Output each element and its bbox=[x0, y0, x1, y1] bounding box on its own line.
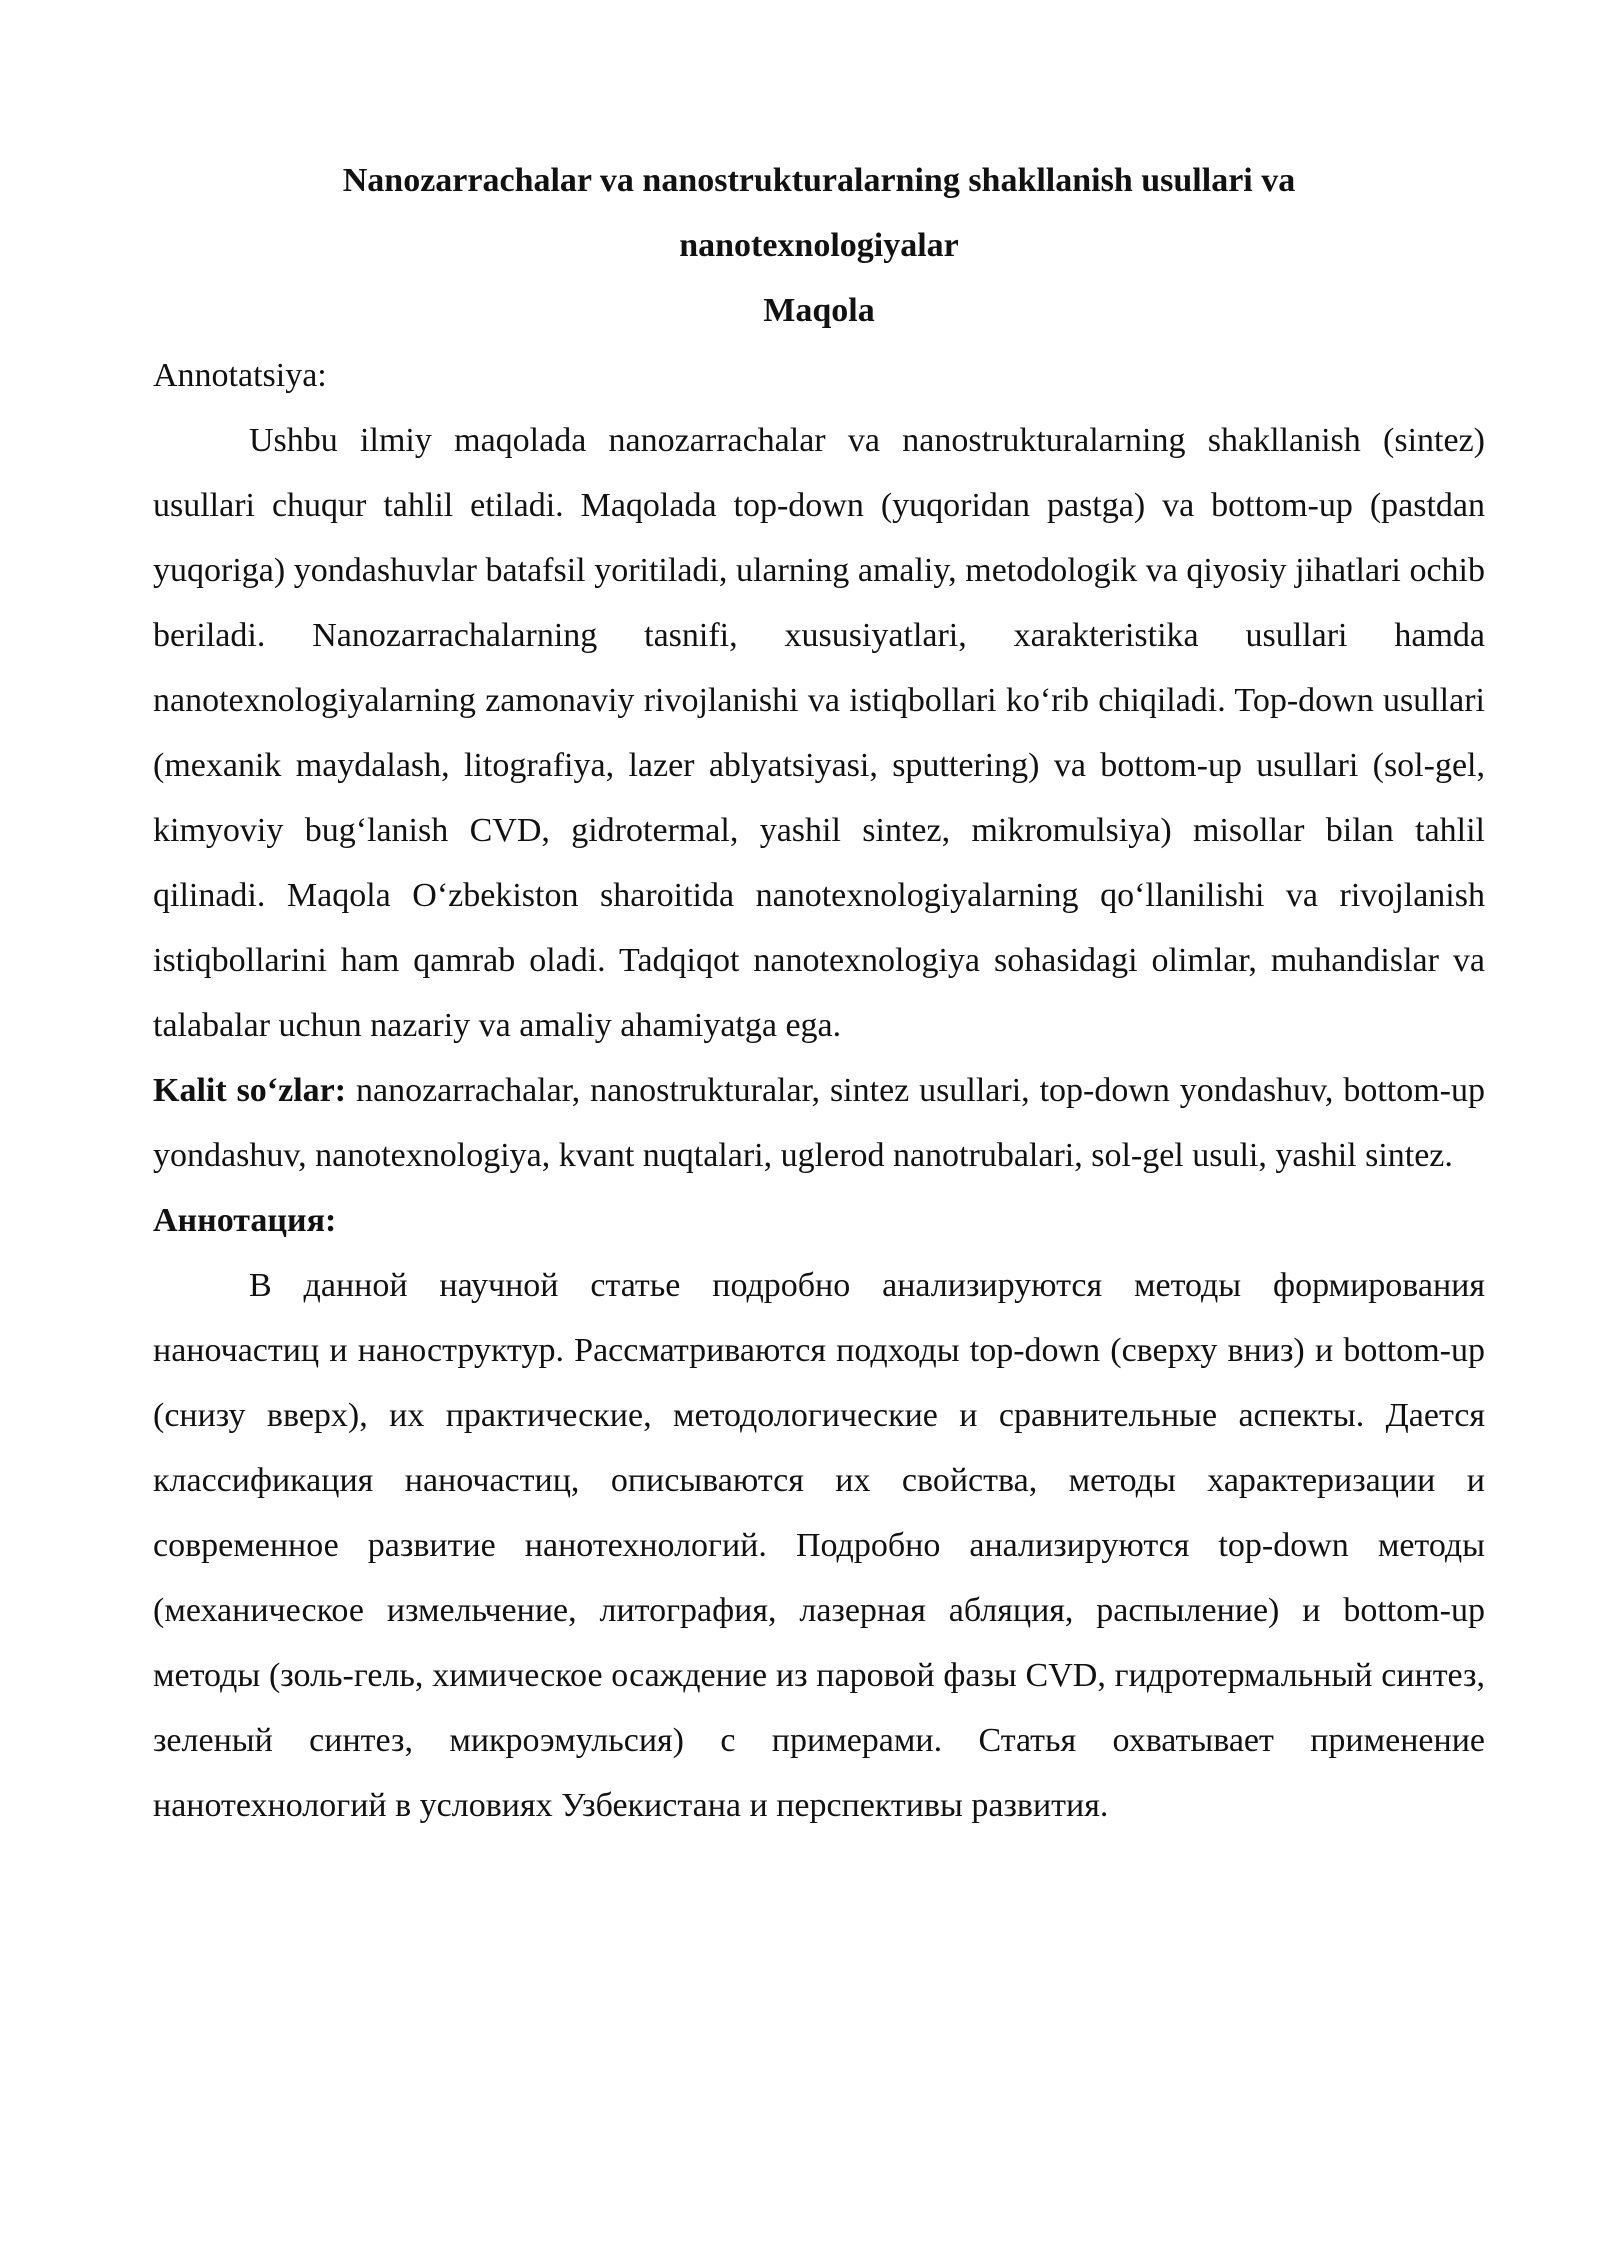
uz-abstract-text: Ushbu ilmiy maqolada nanozarrachalar va nanostrukturalarning shakllanish (sintez) usullari chuqur tahlil etiladi. Maqolada top-down (yuqoridan pastga) va bottom-up (pastdan yuqoriga) yondashuvlar batafsil yoritiladi, ularning amaliy, metodologik va qiyosiy jihatlari ochib beriladi. Nanozarrachalarning tasnifi, xususiyatlari, xarakteristika usullari hamda nanotexnologiyalarning zamonaviy rivojlanishi va istiqbollari ko‘rib chiqiladi. Top-down usullari (mexanik maydalash, litografiya, lazer ablyatsiyasi, sputtering) va bottom-up usullari (sol-gel, kimyoviy bug‘lanish CVD, gidrotermal, yashil sintez, mikromulsiya) misollar bilan tahlil qilinadi. Maqola O‘zbekiston sharoitida nanotexnologiyalarning qo‘llanilishi va rivojlanish istiqbollarini ham qamrab oladi. Tadqiqot nanotexnologiya sohasidagi olimlar, muhandislar va talabalar uchun nazariy va amaliy ahamiyatga ega. bbox=[153, 422, 1485, 1044]
keywords-text: nanozarrachalar, nanostrukturalar, sintez usullari, top-down yondashuv, bottom-up yondashuv, nanotexnologiya, kvant nuqtalari, uglerod nanotrubalari, sol-gel usuli, yashil sintez. bbox=[153, 1072, 1485, 1174]
uz-abstract-heading: Annotatsiya: bbox=[153, 357, 327, 394]
keywords-paragraph bbox=[153, 1058, 1485, 1188]
ru-abstract-text: В данной научной статье подробно анализируются методы формирования наночастиц и наноструктур. Рассматриваются подходы top-down (сверху вниз) и bottom-up (снизу вверх), их практические, методологические и сравнительные аспекты. Дается классификация наночастиц, описываются их свойства, методы характеризации и современное развитие нанотехнологий. Подробно анализируются top-down методы (механическое измельчение, литография, лазерная абляция, распыление) и bottom-up методы (золь-гель, химическое осаждение из паровой фазы CVD, гидротермальный синтез, зеленый синтез, микроэмульсия) с примерами. Статья охватывает применение нанотехнологий в условиях Узбекистана и перспективы развития. bbox=[153, 1267, 1485, 1824]
ru-abstract-heading: Аннотация: bbox=[153, 1202, 337, 1239]
article-type-label: Maqola bbox=[763, 292, 875, 329]
document-page bbox=[153, 148, 1485, 1838]
article-title-line-1: Nanozarrachalar va nanostrukturalarning shakllanish usullari va bbox=[342, 162, 1296, 199]
article-title-line-2: nanotexnologiyalar bbox=[679, 227, 959, 264]
keywords-label: Kalit so‘zlar: bbox=[153, 1072, 347, 1109]
